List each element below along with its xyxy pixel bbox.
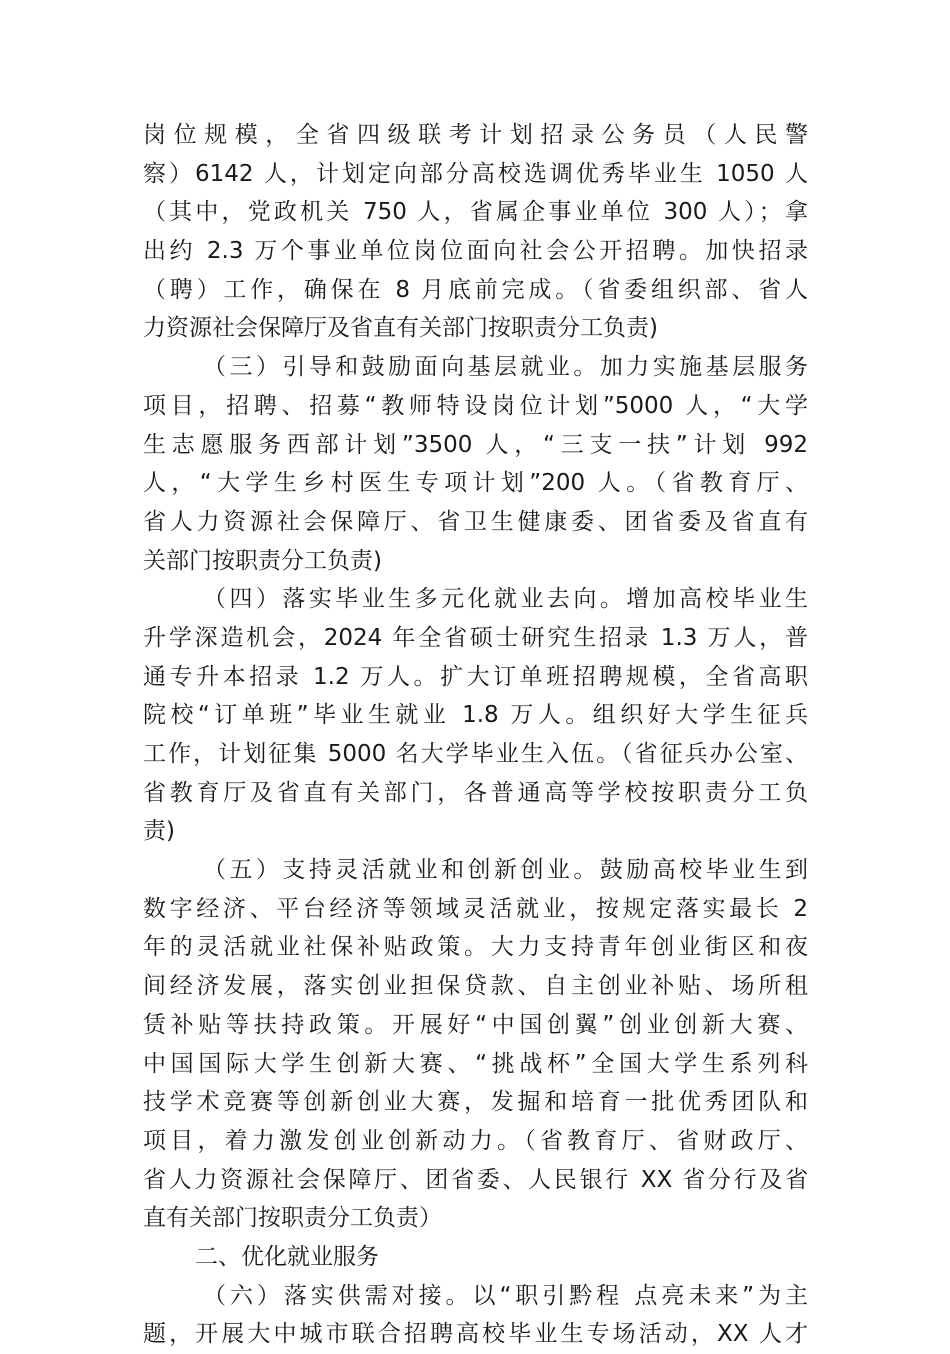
text-line: 通专升本招录 1.2 万人。扩大订单班招聘规模，全省高职 [143, 663, 808, 690]
text-line: 出约 2.3 万个事业单位岗位面向社会公开招聘。加快招录 [143, 238, 808, 265]
text-line: 力资源社会保障厅及省直有关部门按职责分工负责) [143, 315, 658, 342]
text-line: 数字经济、平台经济等领域灵活就业，按规定落实最长 2 [143, 895, 808, 922]
text-line: 察）6142 人，计划定向部分高校选调优秀毕业生 1050 人 [143, 160, 808, 187]
text-line: 年的灵活就业社保补贴政策。大力支持青年创业街区和夜 [143, 934, 808, 961]
text-line: 升学深造机会，2024 年全省硕士研究生招录 1.3 万人，普 [143, 624, 808, 651]
text-line: 工作，计划征集 5000 名大学毕业生入伍。（省征兵办公室、 [143, 741, 808, 767]
text-line: 生志愿服务西部计划”3500 人，“三支一扶”计划 992 [143, 431, 808, 458]
section-heading-line: （三）引导和鼓励面向基层就业。加力实施基层服务 [203, 354, 808, 381]
text-line: 赁补贴等扶持政策。开展好“中国创翼”创业创新大赛、 [143, 1011, 808, 1038]
text-line: 岗位规模，全省四级联考计划招录公务员（人民警 [143, 122, 808, 148]
section-heading-line: （六）落实供需对接。以“职引黔程 点亮未来”为主 [203, 1282, 808, 1309]
text-line: 人，“大学生乡村医生专项计划”200 人。（省教育厅、 [143, 470, 808, 497]
text-line: 技学术竞赛等创新创业大赛，发掘和培育一批优秀团队和 [143, 1089, 808, 1116]
text-line: 项目，着力激发创业创新动力。（省教育厅、省财政厅、 [143, 1127, 808, 1154]
text-line: 关部门按职责分工负责) [143, 547, 382, 574]
text-line: 题，开展大中城市联合招聘高校毕业生专场活动，XX 人才 [143, 1321, 808, 1348]
text-line: 中国国际大学生创新大赛、“挑战杯”全国大学生系列科 [143, 1050, 808, 1077]
text-line: 直有关部门按职责分工负责） [143, 1205, 442, 1232]
text-line: （其中，党政机关 750 人，省属企事业单位 300 人）；拿 [143, 199, 808, 226]
document-body [143, 116, 808, 1354]
text-line: 间经济发展，落实创业担保贷款、自主创业补贴、场所租 [143, 973, 808, 1000]
text-line: 省人力资源社会保障厅、省卫生健康委、团省委及省直有 [143, 508, 808, 535]
text-line: 省人力资源社会保障厅、团省委、人民银行 XX 省分行及省 [143, 1166, 808, 1193]
text-line: 省教育厅及省直有关部门，各普通高等学校按职责分工负 [143, 779, 808, 806]
text-line: 项目，招聘、招募“教师特设岗位计划”5000 人，“大学 [143, 392, 808, 419]
text-line: 责) [143, 818, 175, 845]
text-line: 院校“订单班”毕业生就业 1.8 万人。组织好大学生征兵 [143, 702, 808, 729]
chapter-heading: 二、优化就业服务 [195, 1243, 379, 1270]
section-heading-line: （四）落实毕业生多元化就业去向。增加高校毕业生 [203, 586, 808, 613]
section-heading-line: （五）支持灵活就业和创新创业。鼓励高校毕业生到 [203, 857, 808, 884]
text-line: （聘）工作，确保在 8 月底前完成。（省委组织部、省人 [143, 276, 808, 303]
